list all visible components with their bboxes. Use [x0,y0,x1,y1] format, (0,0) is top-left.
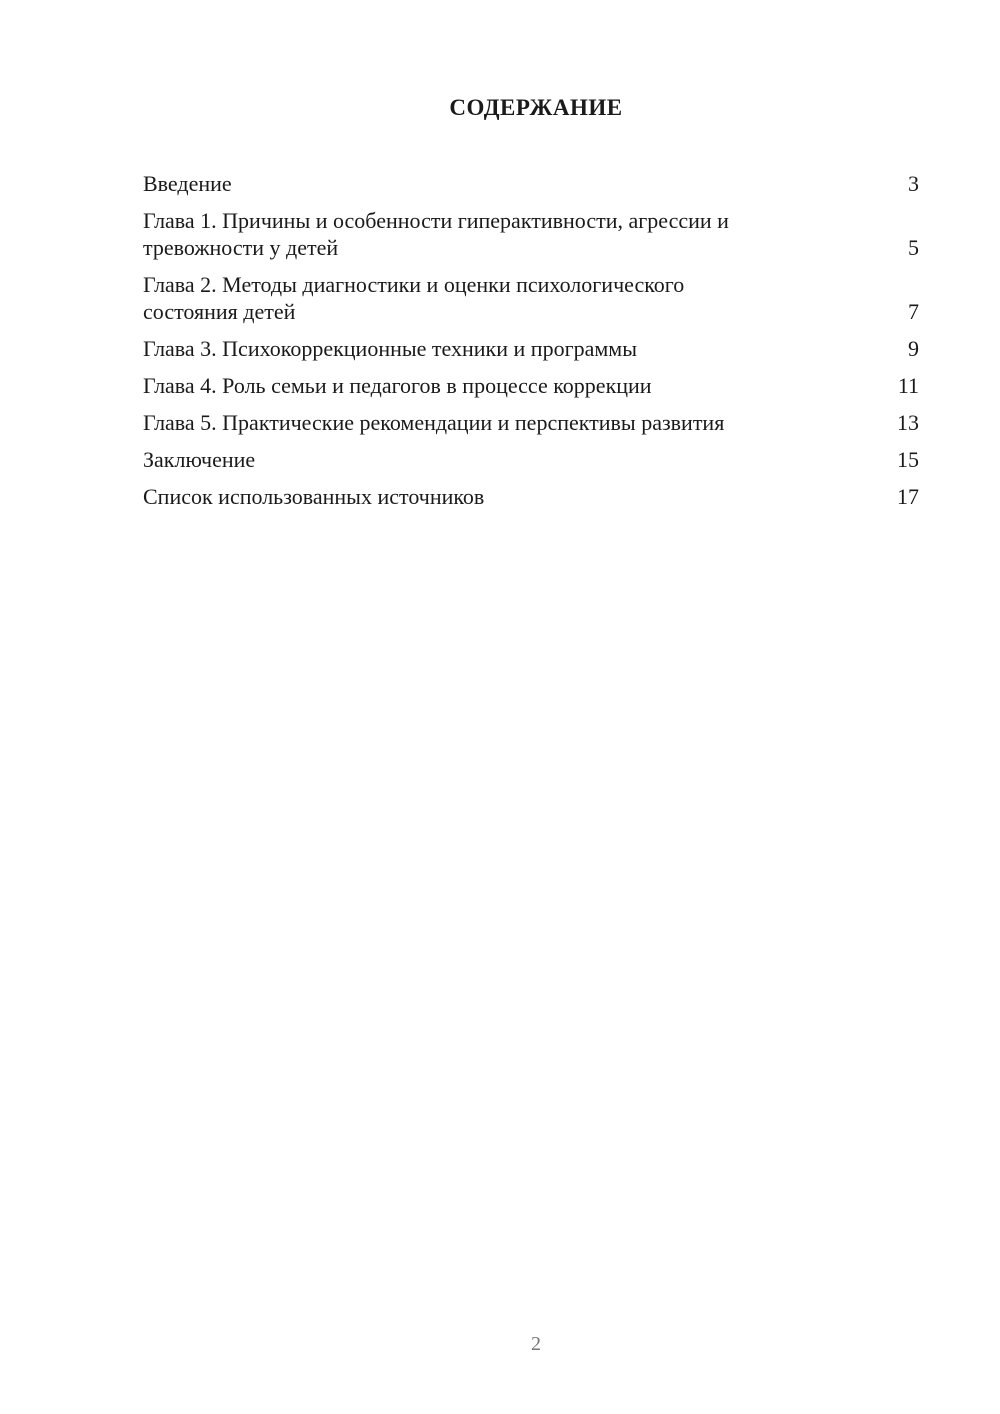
toc-entry-chapter-5 [143,409,919,436]
toc-entry-text [143,446,889,473]
toc-entry-page-number: 11 [897,373,919,398]
toc-entry-page-number: 13 [897,410,919,435]
toc-entry-introduction [143,170,919,197]
toc-entry-text [143,335,889,362]
toc-entry-line: состояния детей [143,299,296,324]
toc-entry-text [143,483,889,510]
toc-entry-page-number: 15 [897,447,919,472]
toc-entry-page-number: 7 [908,299,919,324]
toc-entry-page-number: 17 [897,484,919,509]
toc-entry-text [143,207,889,261]
toc-entry-chapter-4 [143,372,919,399]
toc-entry-chapter-2 [143,271,919,325]
page-number: 2 [531,1333,541,1355]
toc-entry-text [143,170,889,197]
toc-entry-conclusion [143,446,919,473]
toc-entry-line: Глава 5. Практические рекомендации и перспективы развития [143,410,725,435]
toc-entry-page-number: 3 [908,171,919,196]
toc-entry-chapter-3 [143,335,919,362]
toc-entry-text [143,271,889,325]
toc-entry-line: Заключение [143,447,256,472]
toc-entry-line: Глава 2. Методы диагностики и оценки психологического [143,272,685,297]
toc-entry-chapter-1 [143,207,919,261]
toc-entry-text [143,409,889,436]
toc-entry-line: Глава 1. Причины и особенности гиперактивности, агрессии и [143,208,729,233]
toc-entry-text [143,372,889,399]
toc-entry-line: тревожности у детей [143,235,339,260]
toc-entry-line: Глава 3. Психокоррекционные техники и программы [143,336,637,361]
toc-entry-line: Глава 4. Роль семьи и педагогов в процессе коррекции [143,373,652,398]
table-of-contents [143,170,919,520]
toc-entry-line: Введение [143,171,232,196]
toc-entry-references [143,483,919,510]
toc-title: СОДЕРЖАНИЕ [449,95,623,120]
toc-entry-page-number: 5 [908,235,919,260]
toc-entry-line: Список использованных источников [143,484,485,509]
toc-entry-page-number: 9 [908,336,919,361]
